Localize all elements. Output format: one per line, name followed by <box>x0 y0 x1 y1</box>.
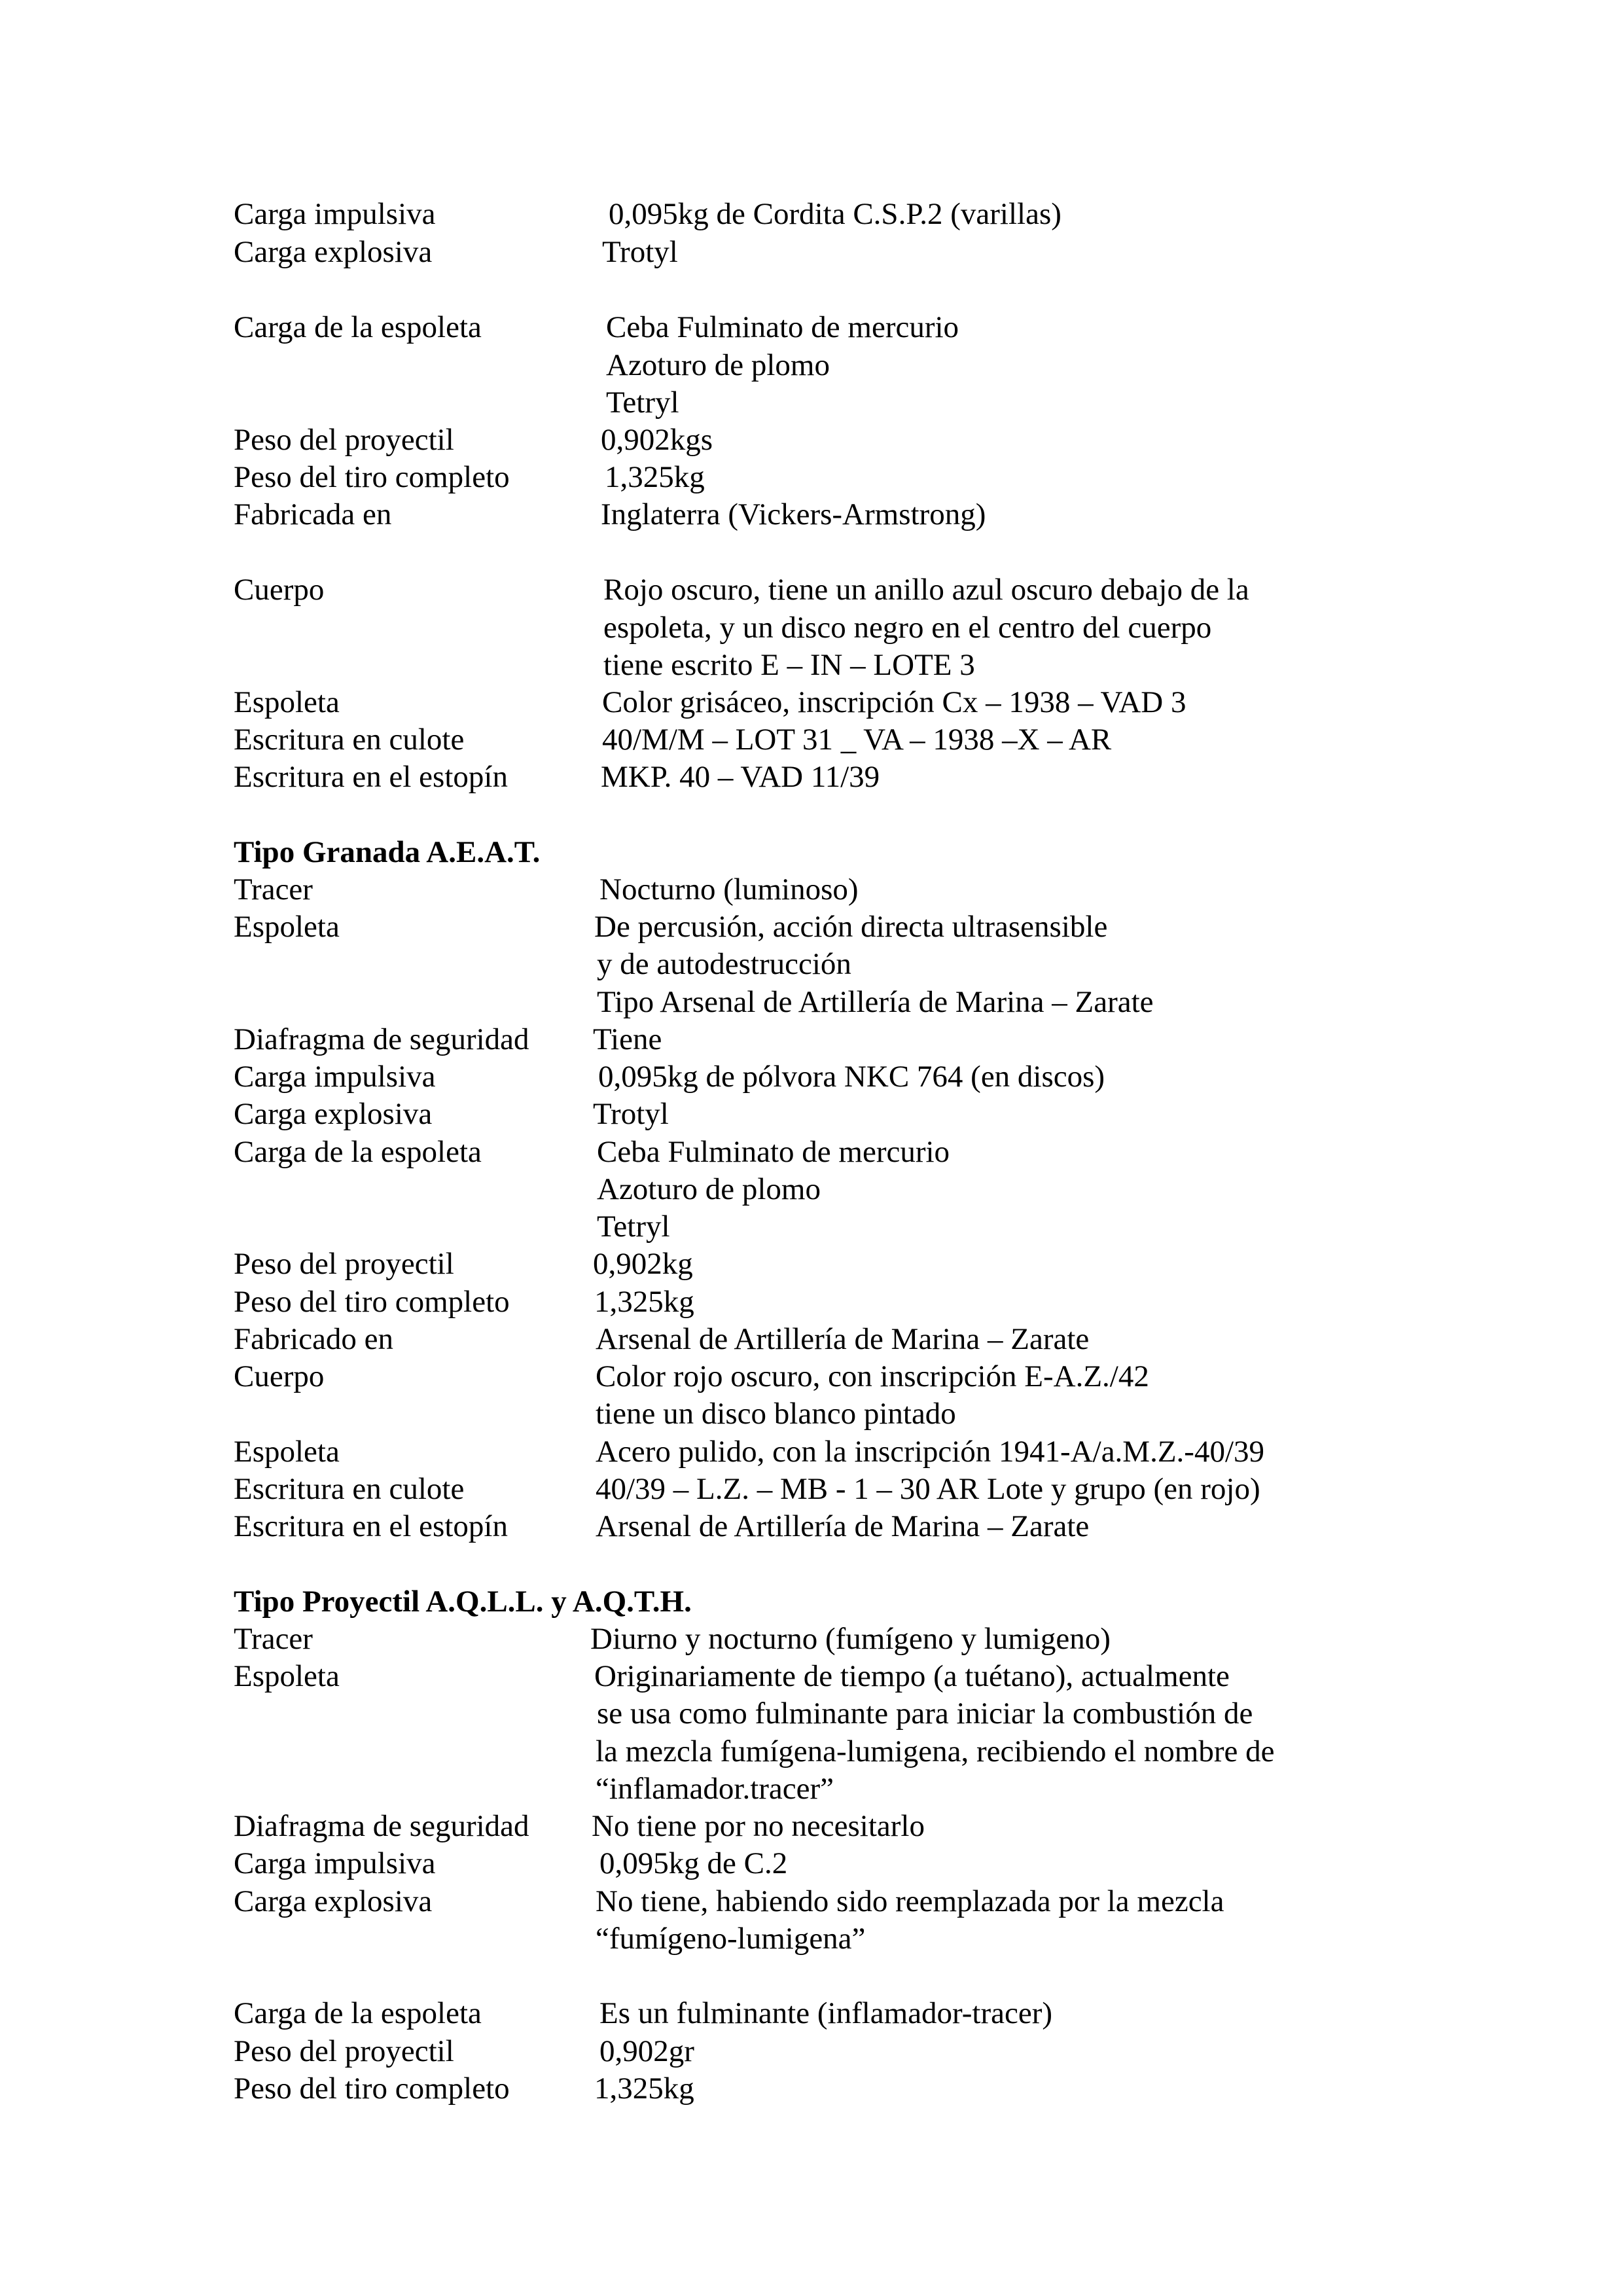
spec-value: No tiene, habiendo sido reemplazada por la mezcla <box>596 1884 1224 1918</box>
spec-value: 0,095kg de Cordita C.S.P.2 (varillas) <box>609 197 1061 231</box>
spec-label: Peso del tiro completo <box>234 460 510 494</box>
spec-label: Peso del tiro completo <box>234 2072 510 2106</box>
spec-value: Tetryl <box>597 1210 670 1244</box>
spec-value: Trotyl <box>602 235 678 269</box>
spec-value: Tetryl <box>606 386 679 420</box>
spec-value: Tipo Arsenal de Artillería de Marina – Zarate <box>597 985 1154 1019</box>
spec-value: 0,095kg de pólvora NKC 764 (en discos) <box>598 1060 1105 1094</box>
spec-label: Carga explosiva <box>234 235 433 269</box>
spec-row <box>0 1170 1623 1208</box>
spec-label: Carga impulsiva <box>234 1846 436 1880</box>
spec-value: la mezcla fumígena-lumigena, recibiendo el nombre de <box>596 1734 1275 1768</box>
spec-label: Escritura en culote <box>234 723 465 757</box>
spec-value: y de autodestrucción <box>597 947 851 981</box>
spec-value: Nocturno (luminoso) <box>599 872 859 906</box>
spec-value: Color rojo oscuro, con inscripción E-A.Z./42 <box>596 1359 1149 1393</box>
spec-row <box>0 646 1623 684</box>
section-heading: Tipo Granada A.E.A.T. <box>234 835 541 869</box>
spec-row <box>0 1470 1623 1508</box>
spec-row <box>0 1433 1623 1471</box>
spec-label: Peso del tiro completo <box>234 1285 510 1319</box>
spec-value: Originariamente de tiempo (a tuétano), actualmente <box>594 1659 1230 1693</box>
spec-row <box>0 421 1623 459</box>
spec-label: Peso del proyectil <box>234 423 454 457</box>
spec-value: MKP. 40 – VAD 11/39 <box>601 760 880 794</box>
spec-value: Es un fulminante (inflamador-tracer) <box>599 1996 1053 2030</box>
section-heading-row <box>0 1583 1623 1621</box>
spec-label: Peso del proyectil <box>234 2034 454 2068</box>
spec-label: Cuerpo <box>234 573 325 607</box>
spec-value: Ceba Fulminato de mercurio <box>597 1135 950 1169</box>
spec-value: Tiene <box>593 1022 662 1056</box>
spec-label: Cuerpo <box>234 1359 325 1393</box>
spec-row <box>0 1357 1623 1395</box>
spec-row <box>0 1732 1623 1770</box>
spec-row <box>0 1245 1623 1283</box>
spec-row <box>0 945 1623 983</box>
spec-label: Espoleta <box>234 1659 340 1693</box>
spec-value: 0,902gr <box>599 2034 694 2068</box>
spec-value: tiene un disco blanco pintado <box>596 1397 956 1431</box>
spec-row <box>0 870 1623 908</box>
spec-row <box>0 1208 1623 1246</box>
spec-label: Tracer <box>234 1622 313 1656</box>
spec-label: Tracer <box>234 872 313 906</box>
spec-value: 40/M/M – LOT 31 _ VA – 1938 –X – AR <box>602 723 1112 757</box>
spec-value: 1,325kg <box>605 460 705 494</box>
spec-value: Azoturo de plomo <box>597 1172 821 1206</box>
spec-value: Inglaterra (Vickers-Armstrong) <box>601 497 986 531</box>
spec-value: Diurno y nocturno (fumígeno y lumigeno) <box>590 1622 1111 1656</box>
spec-row <box>0 1133 1623 1171</box>
spec-label: Fabricado en <box>234 1322 394 1356</box>
spec-label: Escritura en culote <box>234 1472 465 1506</box>
spec-label: Fabricada en <box>234 497 392 531</box>
spec-value: Azoturo de plomo <box>606 348 830 382</box>
spec-row <box>0 1395 1623 1433</box>
spec-row <box>0 1058 1623 1096</box>
spec-row <box>0 346 1623 384</box>
spec-row <box>0 758 1623 796</box>
spec-row <box>0 1095 1623 1133</box>
spec-row <box>0 195 1623 233</box>
spec-row <box>0 1620 1623 1658</box>
spec-row <box>0 983 1623 1021</box>
section-heading-row <box>0 833 1623 871</box>
spec-label: Peso del proyectil <box>234 1247 454 1281</box>
spec-row <box>0 1695 1623 1732</box>
spec-row <box>0 721 1623 759</box>
spec-label: Espoleta <box>234 1435 340 1469</box>
spec-label: Carga de la espoleta <box>234 1996 482 2030</box>
spec-row <box>0 1657 1623 1695</box>
spec-row <box>0 1320 1623 1358</box>
spec-row <box>0 2032 1623 2070</box>
spec-value: Color grisáceo, inscripción Cx – 1938 – VAD 3 <box>602 685 1186 719</box>
spec-value: No tiene por no necesitarlo <box>592 1809 925 1843</box>
spec-row <box>0 908 1623 946</box>
spec-row <box>0 1994 1623 2032</box>
section-heading: Tipo Proyectil A.Q.L.L. y A.Q.T.H. <box>234 1585 692 1619</box>
spec-row <box>0 308 1623 346</box>
spec-label: Carga impulsiva <box>234 1060 436 1094</box>
spec-value: 1,325kg <box>594 2072 694 2106</box>
spec-row <box>0 495 1623 533</box>
spec-value: Acero pulido, con la inscripción 1941-A/a.M.Z.-40/39 <box>596 1435 1265 1469</box>
spec-row <box>0 571 1623 609</box>
spec-row <box>0 1920 1623 1958</box>
spec-label: Diafragma de seguridad <box>234 1022 529 1056</box>
spec-row <box>0 1020 1623 1058</box>
spec-value: “fumígeno-lumigena” <box>596 1922 866 1956</box>
spec-value: se usa como fulminante para iniciar la combustión de <box>597 1696 1253 1731</box>
spec-label: Espoleta <box>234 685 340 719</box>
spec-value: tiene escrito E – IN – LOTE 3 <box>603 648 975 682</box>
spec-row <box>0 1770 1623 1808</box>
spec-value: “inflamador.tracer” <box>596 1772 834 1806</box>
spec-row <box>0 458 1623 496</box>
spec-value: espoleta, y un disco negro en el centro del cuerpo <box>603 611 1212 645</box>
spec-value: Arsenal de Artillería de Marina – Zarate <box>596 1509 1090 1543</box>
spec-label: Espoleta <box>234 910 340 944</box>
spec-row <box>0 1844 1623 1882</box>
spec-value: De percusión, acción directa ultrasensible <box>594 910 1108 944</box>
spec-row <box>0 1807 1623 1845</box>
spec-row <box>0 609 1623 647</box>
spec-label: Carga explosiva <box>234 1097 433 1131</box>
spec-row <box>0 384 1623 422</box>
spec-value: Trotyl <box>593 1097 669 1131</box>
spec-value: Rojo oscuro, tiene un anillo azul oscuro debajo de la <box>603 573 1249 607</box>
spec-value: 40/39 – L.Z. – MB - 1 – 30 AR Lote y grupo (en rojo) <box>596 1472 1260 1506</box>
spec-label: Carga de la espoleta <box>234 310 482 344</box>
spec-label: Carga explosiva <box>234 1884 433 1918</box>
spec-value: 1,325kg <box>594 1285 694 1319</box>
spec-label: Carga de la espoleta <box>234 1135 482 1169</box>
spec-value: 0,095kg de C.2 <box>599 1846 788 1880</box>
spec-row <box>0 233 1623 271</box>
spec-label: Carga impulsiva <box>234 197 436 231</box>
spec-row <box>0 1507 1623 1545</box>
spec-value: 0,902kg <box>593 1247 693 1281</box>
spec-value: Arsenal de Artillería de Marina – Zarate <box>596 1322 1090 1356</box>
spec-row <box>0 683 1623 721</box>
spec-label: Escritura en el estopín <box>234 760 508 794</box>
spec-row <box>0 2070 1623 2108</box>
spec-row <box>0 1882 1623 1920</box>
spec-value: 0,902kgs <box>601 423 713 457</box>
spec-label: Escritura en el estopín <box>234 1509 508 1543</box>
spec-value: Ceba Fulminato de mercurio <box>606 310 959 344</box>
spec-label: Diafragma de seguridad <box>234 1809 529 1843</box>
spec-row <box>0 1283 1623 1321</box>
